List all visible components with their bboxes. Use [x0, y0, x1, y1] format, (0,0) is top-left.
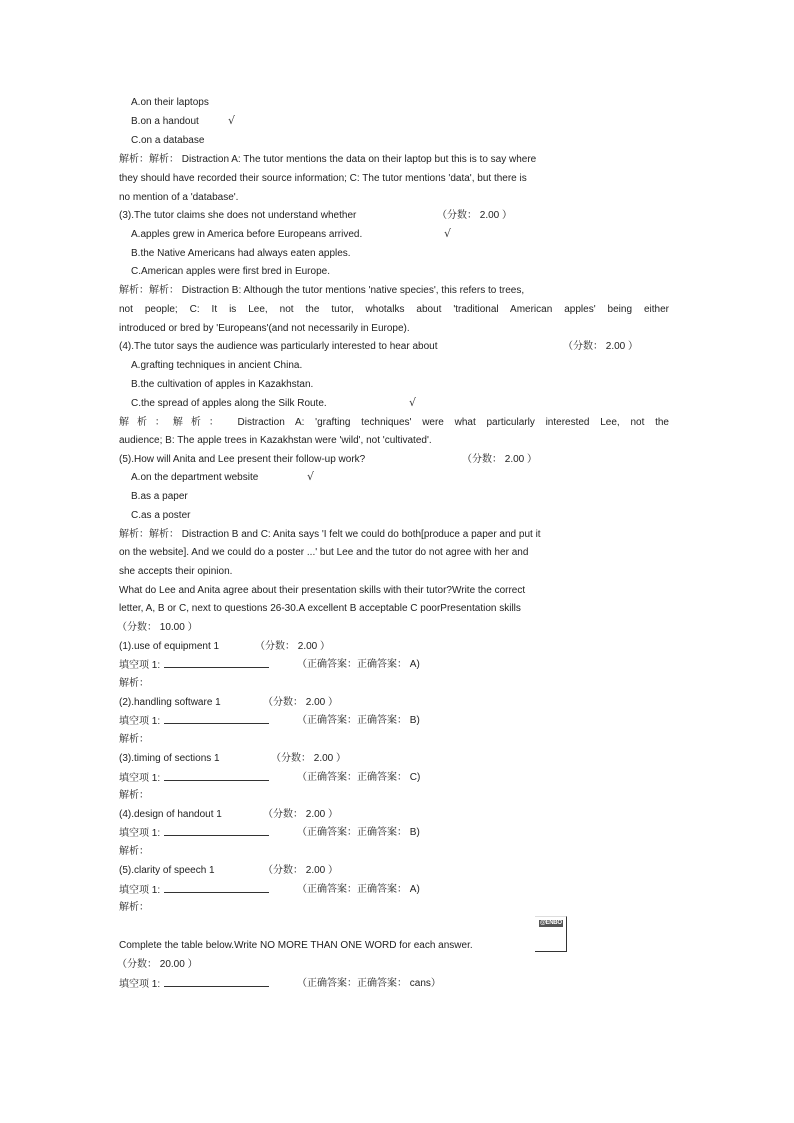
check-mark-icon: √ [307, 470, 315, 483]
score-label: （分数： 20.00 ） [117, 959, 198, 970]
option-c: C.American apples were first bred in Europe. [131, 266, 330, 277]
analysis-line: 解析：解析： Distraction A: 'grafting techniques' were what particularly interested Lee, not the [119, 417, 669, 428]
fill-blank-row [119, 771, 269, 786]
fill-question: (5).clarity of speech 1 [119, 865, 215, 876]
option-a: A.on their laptops [131, 97, 209, 108]
analysis-line: 解析：解析： Distraction B and C: Anita says 'I felt we could do both[produce a paper and put it [119, 529, 541, 540]
question-3: (3).The tutor claims she does not understand whether [119, 210, 357, 221]
analysis-label: 解析： [119, 846, 149, 857]
fill-blank-row [119, 826, 269, 841]
fill-label: 填空项 1: [119, 885, 161, 896]
question-5: (5).How will Anita and Lee present their follow-up work? [119, 454, 366, 465]
option-a: A.apples grew in America before Europeans arrived. [131, 229, 363, 240]
section-instruction: letter, A, B or C, next to questions 26-30.A excellent B acceptable C poorPresentation skills [119, 603, 521, 614]
fill-blank[interactable] [164, 883, 269, 893]
analysis-line: 解析：解析： Distraction A: The tutor mentions the data on their laptop but this is to say where [119, 154, 537, 165]
option-c: C.the spread of apples along the Silk Route. [131, 398, 327, 409]
section-instruction: Complete the table below.Write NO MORE THAN ONE WORD for each answer. [119, 940, 473, 951]
correct-answer: （正确答案：正确答案： A) [297, 884, 420, 895]
stamp-logo: @ENBO [540, 920, 562, 926]
fill-blank-row [119, 714, 269, 729]
score-label: （分数： 2.00 ） [437, 210, 513, 221]
fill-blank[interactable] [164, 977, 269, 987]
correct-answer: （正确答案：正确答案： B) [297, 827, 420, 838]
fill-label: 填空项 1: [119, 979, 161, 990]
correct-answer: （正确答案：正确答案： C) [297, 772, 421, 783]
score-label: （分数： 2.00 ） [263, 865, 339, 876]
fill-blank-row [119, 883, 269, 898]
fill-question: (2).handling software 1 [119, 697, 221, 708]
option-b: B.on a handout [131, 116, 199, 127]
correct-answer: （正确答案：正确答案： A) [297, 659, 420, 670]
analysis-label: 解析： [119, 790, 149, 801]
option-c: C.on a database [131, 135, 205, 146]
fill-blank[interactable] [164, 826, 269, 836]
correct-answer: （正确答案：正确答案： cans） [297, 978, 441, 989]
check-mark-icon: √ [409, 396, 417, 409]
analysis-label: 解析： [119, 678, 149, 689]
fill-question: (1).use of equipment 1 [119, 641, 220, 652]
score-label: （分数： 2.00 ） [462, 454, 538, 465]
option-b: B.the cultivation of apples in Kazakhstan. [131, 379, 314, 390]
fill-label: 填空项 1: [119, 828, 161, 839]
section-instruction: What do Lee and Anita agree about their presentation skills with their tutor?Write the correct [119, 585, 526, 596]
analysis-line: not people; C: It is Lee, not the tutor, whotalks about 'traditional American apples' being either [119, 304, 669, 315]
score-label: （分数： 2.00 ） [263, 809, 339, 820]
stamp-graphic [535, 916, 567, 952]
option-b: B.as a paper [131, 491, 188, 502]
analysis-line: she accepts their opinion. [119, 566, 233, 577]
analysis-line: no mention of a 'database'. [119, 192, 239, 203]
score-label: （分数： 2.00 ） [263, 697, 339, 708]
fill-blank[interactable] [164, 771, 269, 781]
fill-blank-row [119, 658, 269, 673]
analysis-label: 解析： [119, 734, 149, 745]
fill-label: 填空项 1: [119, 660, 161, 671]
fill-blank[interactable] [164, 658, 269, 668]
score-label: （分数： 10.00 ） [117, 622, 198, 633]
check-mark-icon: √ [444, 227, 452, 240]
option-a: A.grafting techniques in ancient China. [131, 360, 303, 371]
fill-blank-row [119, 977, 269, 992]
analysis-line: audience; B: The apple trees in Kazakhstan were 'wild', not 'cultivated'. [119, 435, 432, 446]
fill-blank[interactable] [164, 714, 269, 724]
option-a: A.on the department website [131, 472, 259, 483]
analysis-line: they should have recorded their source information; C: The tutor mentions 'data', but there is [119, 173, 527, 184]
question-4: (4).The tutor says the audience was particularly interested to hear about [119, 341, 438, 352]
fill-label: 填空项 1: [119, 716, 161, 727]
fill-label: 填空项 1: [119, 773, 161, 784]
analysis-label: 解析： [119, 902, 149, 913]
score-label: （分数： 2.00 ） [255, 641, 331, 652]
fill-question: (4).design of handout 1 [119, 809, 222, 820]
option-b: B.the Native Americans had always eaten apples. [131, 248, 351, 259]
correct-answer: （正确答案：正确答案： B) [297, 715, 420, 726]
score-label: （分数： 2.00 ） [563, 341, 639, 352]
option-c: C.as a poster [131, 510, 191, 521]
analysis-line: on the website]. And we could do a poster ...' but Lee and the tutor do not agree with her and [119, 547, 529, 558]
fill-question: (3).timing of sections 1 [119, 753, 220, 764]
analysis-line: 解析：解析： Distraction B: Although the tutor mentions 'native species', this refers to trees, [119, 285, 525, 296]
check-mark-icon: √ [228, 114, 236, 127]
analysis-line: introduced or bred by 'Europeans'(and not necessarily in Europe). [119, 323, 410, 334]
score-label: （分数： 2.00 ） [271, 753, 347, 764]
